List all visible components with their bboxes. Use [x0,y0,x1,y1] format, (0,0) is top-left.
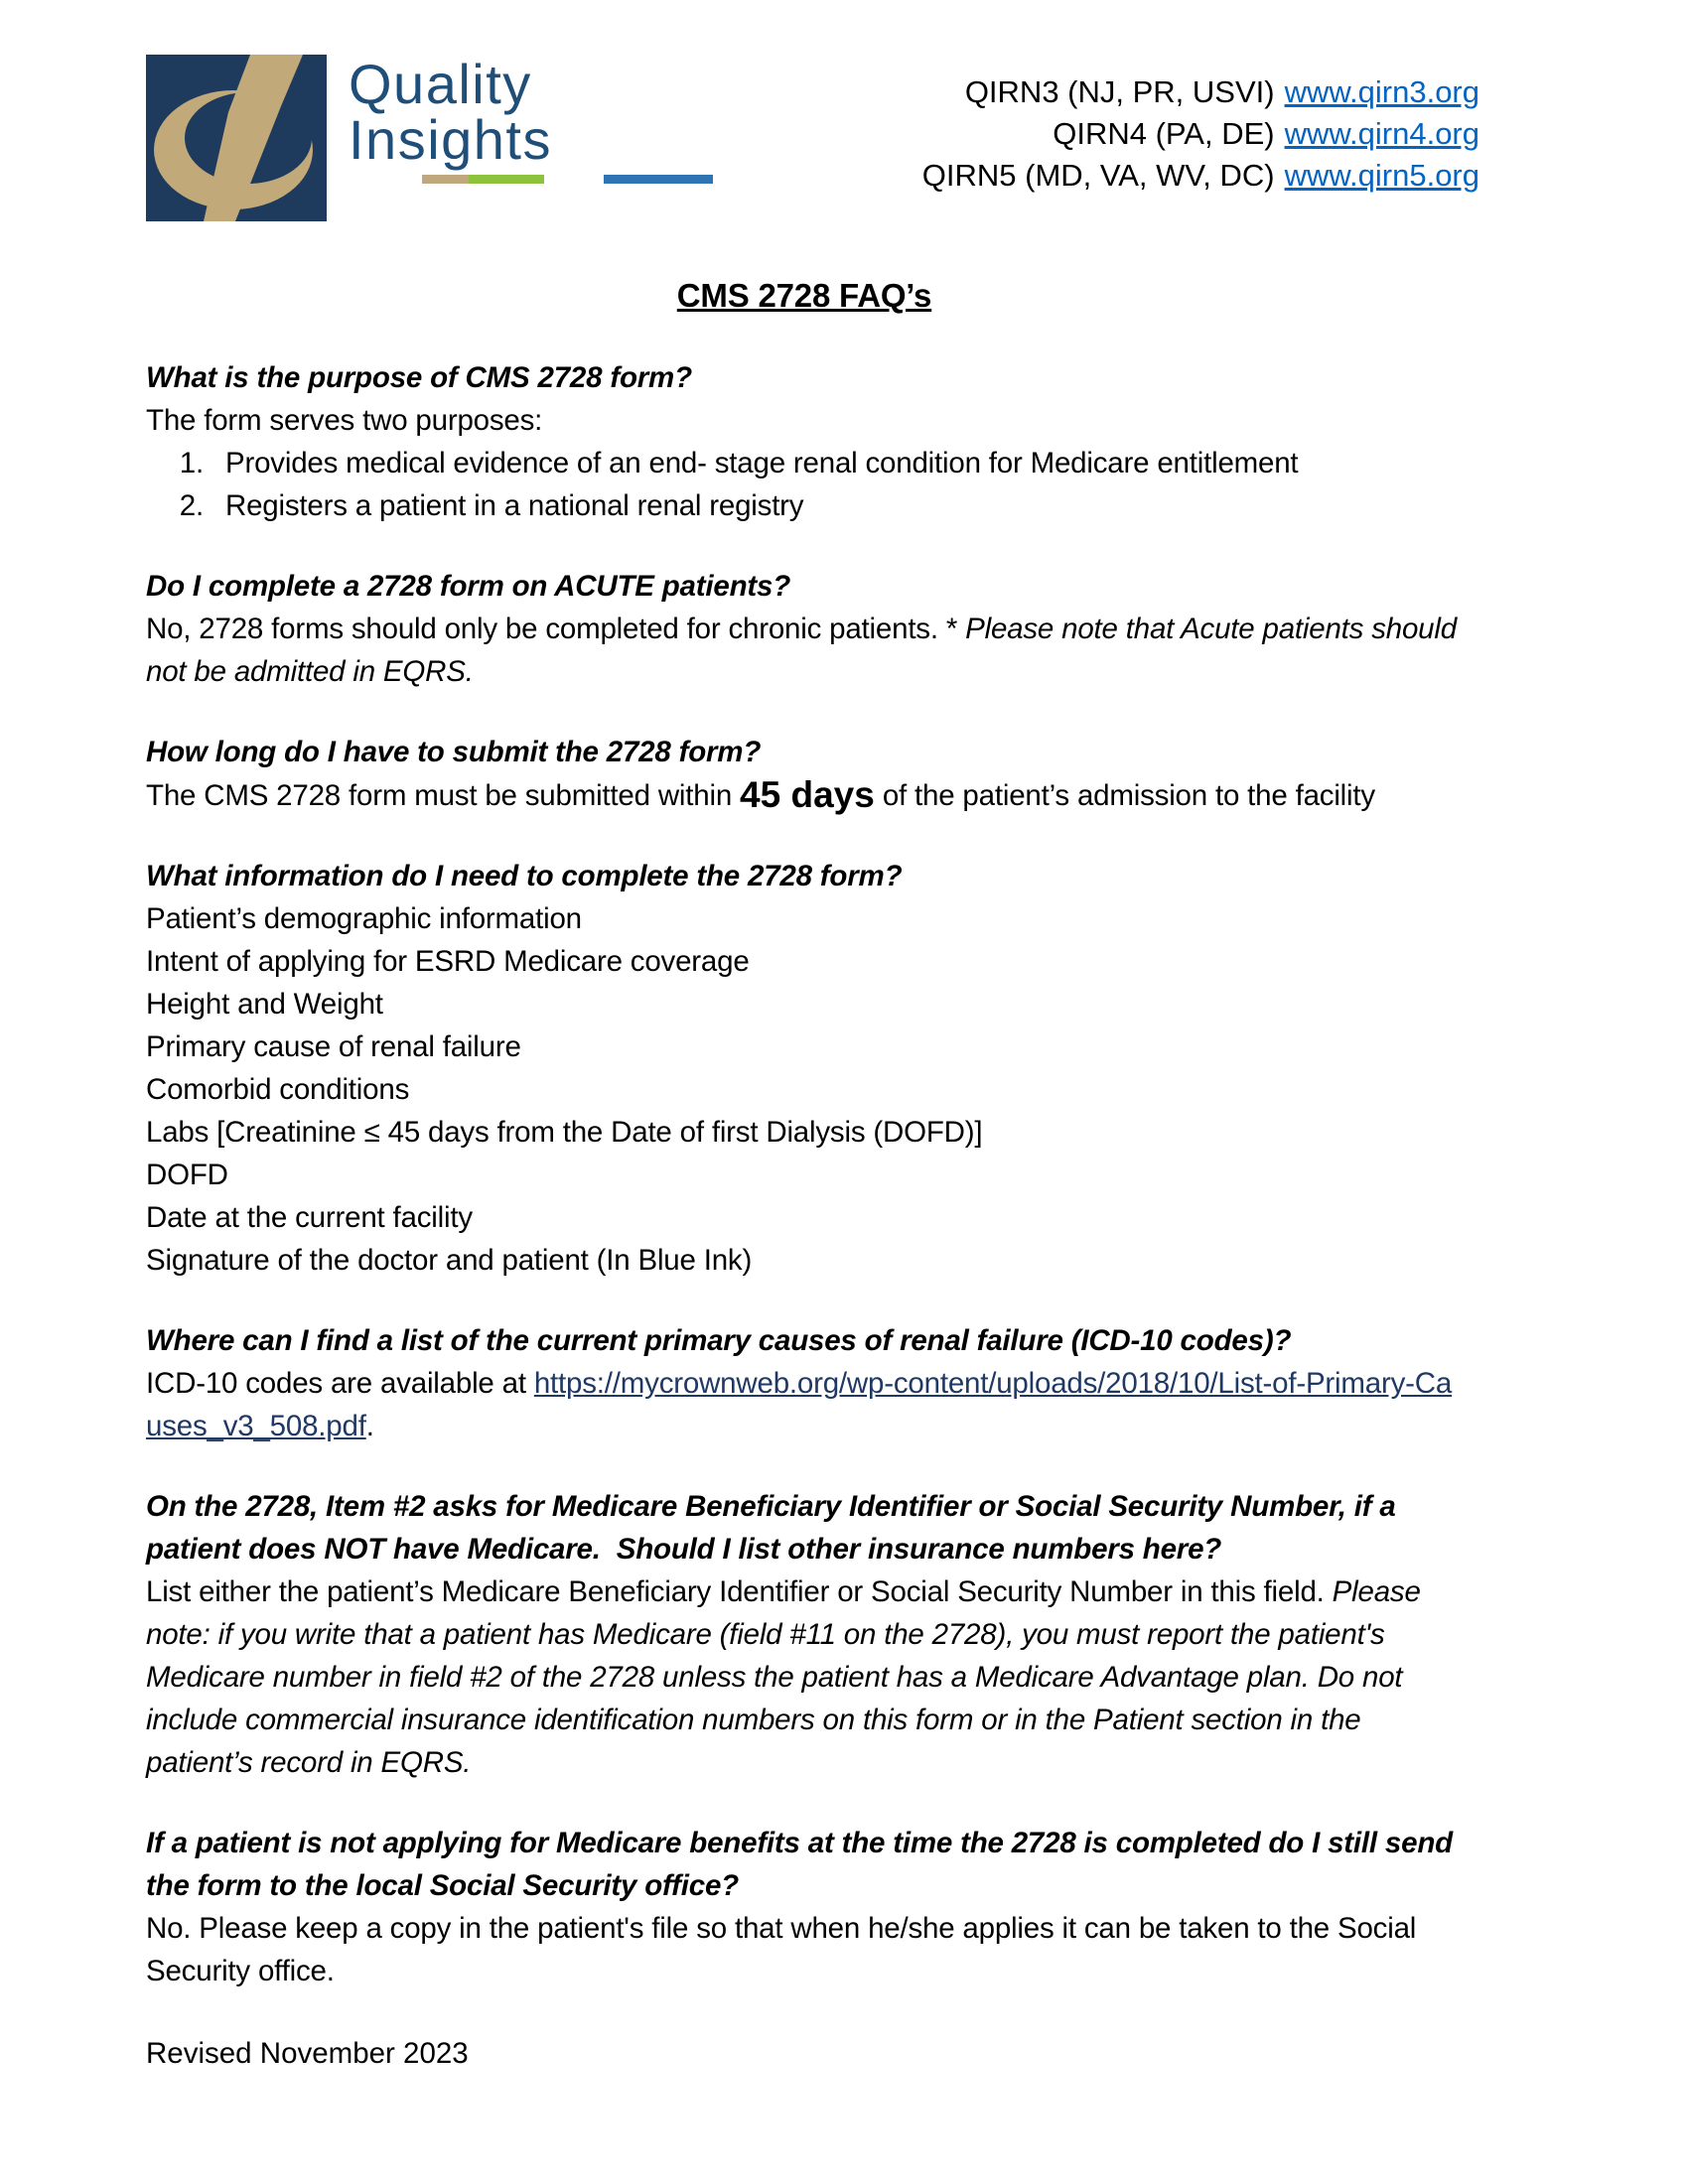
info-line: Patient’s demographic information [146,902,582,935]
faq-question: What information do I need to complete the 2728 form? [146,860,903,892]
faq-answer [146,773,1463,817]
answer-run-italic: Please note: if you write that a patient has Medicare (field #11 on the 2728), you must report the patient's Medicare number in field #2 of the 2728 unless the patient has a Medicare Advantage plan. Do not include commercial insurance identification numbers on this form or in the Patient section in the patient’s record in EQRS. [146,1575,1429,1779]
faq-section-purpose [146,356,1463,527]
faq-answer [146,1570,1463,1784]
info-line: Labs [Creatinine ≤ 45 days from the Date of first Dialysis (DOFD)] [146,1116,983,1149]
faq-section-icd10 [146,1319,1463,1447]
faq-section-acute [146,565,1463,693]
faq-question: What is the purpose of CMS 2728 form? [146,361,692,394]
qirn3-link[interactable]: www.qirn3.org [1284,74,1479,109]
faq-section-ssa-office [146,1822,1463,1992]
faq-section-deadline [146,731,1463,817]
faq-question: If a patient is not applying for Medicare benefits at the time the 2728 is completed do I still send the form to the local Social Security office? [146,1827,1461,1902]
answer-run: of the patient’s admission to the facility [874,779,1375,812]
answer-run-45-days: 45 days [740,774,875,815]
logo-wordmark-line1: Quality [349,53,532,115]
region-label-qirn3: QIRN3 (NJ, PR, USVI) [964,74,1275,109]
qirn4-link[interactable]: www.qirn4.org [1284,116,1479,151]
faq-section-required-info [146,855,1463,1282]
faq-question: How long do I have to submit the 2728 form? [146,736,762,768]
region-label-qirn5: QIRN5 (MD, VA, WV, DC) [921,158,1275,193]
info-line: Date at the current facility [146,1201,473,1234]
answer-run: List either the patient’s Medicare Beneficiary Identifier or Social Security Number in this field. [146,1575,1333,1608]
info-line: Intent of applying for ESRD Medicare coverage [146,945,750,978]
answer-run: No, 2728 forms should only be completed for chronic patients. * [146,613,966,645]
logo-wordmark-line2: Insights [349,108,552,171]
icd10-list-link[interactable]: https://mycrownweb.org/wp-content/uploads/2018/10/List-of-Primary-Causes_v3_508.pdf [146,1367,1453,1442]
answer-run-italic: Please note that Acute patients should not be admitted in EQRS. [146,613,1465,688]
faq-question: On the 2728, Item #2 asks for Medicare Beneficiary Identifier or Social Security Number, if a patient does NOT have Medicare. Should I list other insurance numbers here? [146,1490,1404,1566]
info-line: Height and Weight [146,988,383,1021]
info-line: Comorbid conditions [146,1073,410,1106]
faq-question: Do I complete a 2728 form on ACUTE patients? [146,570,791,603]
footer-revision-date: Revised November 2023 [146,2037,469,2070]
faq-answer: No. Please keep a copy in the patient's file so that when he/she applies it can be taken to the Social Security office. [146,1912,1425,1987]
list-item: 2. Registers a patient in a national renal registry [211,484,1463,527]
region-label-qirn4: QIRN4 (PA, DE) [1053,116,1275,151]
qirn5-link[interactable]: www.qirn5.org [1284,158,1479,193]
answer-run: The CMS 2728 form must be submitted within [146,779,741,812]
info-line: Primary cause of renal failure [146,1030,521,1063]
faq-answer-intro: The form serves two purposes: [146,404,543,437]
document-content [146,0,1463,1992]
answer-run: ICD-10 codes are available at [146,1367,534,1400]
info-line: DOFD [146,1159,228,1191]
answer-run: . [365,1410,374,1442]
info-line: Signature of the doctor and patient (In Blue Ink) [146,1244,753,1277]
list-item: 1. Provides medical evidence of an end- stage renal condition for Medicare entitlement [211,442,1463,484]
faq-section-item2-mbi [146,1485,1463,1784]
faq-question: Where can I find a list of the current primary causes of renal failure (ICD-10 codes)? [146,1324,1292,1357]
numbered-list [211,442,1463,527]
faq-answer [146,1362,1463,1447]
page-title: CMS 2728 FAQ’s [676,277,932,314]
faq-answer [146,608,1463,693]
